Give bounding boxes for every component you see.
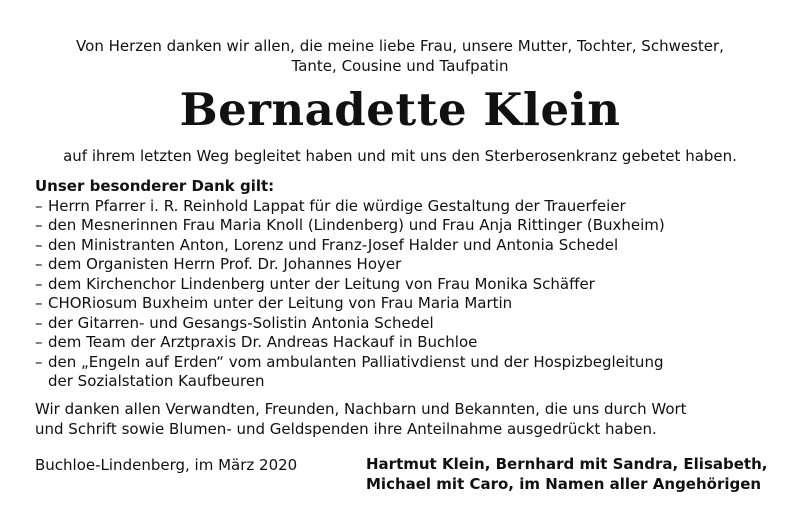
thanks-item-text: den „Engeln auf Erden“ vom ambulanten Palliativdienst und der Hospizbegleitung — [48, 352, 664, 371]
thanks-list-item — [35, 275, 775, 295]
list-dash: – — [35, 255, 43, 273]
list-dash: – — [35, 352, 43, 371]
list-dash: – — [35, 333, 43, 351]
closing-text — [35, 400, 775, 439]
closing-line: und Schrift sowie Blumen- und Geldspenden ihre Anteilnahme ausgedrückt haben. — [35, 419, 657, 438]
intro-text — [0, 36, 800, 76]
list-dash: – — [35, 196, 43, 215]
thanks-list-item — [35, 372, 775, 392]
list-dash: – — [35, 274, 43, 293]
list-dash: – — [35, 235, 43, 254]
thanks-list-item — [35, 333, 775, 353]
special-thanks-list — [35, 197, 775, 392]
closing-line: Wir danken allen Verwandten, Freunden, Nachbarn und Bekannten, die uns durch Wort — [35, 400, 687, 418]
list-dash: – — [35, 313, 43, 332]
thanks-item-text: dem Organisten Herrn Prof. Dr. Johannes Hoyer — [48, 255, 402, 273]
thanks-item-text: der Sozialstation Kaufbeuren — [48, 372, 265, 390]
thanks-list-item — [35, 197, 775, 217]
special-thanks-section — [35, 177, 775, 392]
intro-line: Tante, Cousine und Taufpatin — [291, 57, 509, 75]
thanks-item-text: den Ministranten Anton, Lorenz und Franz-Josef Halder und Antonia Schedel — [48, 235, 619, 254]
thanks-list-item — [35, 353, 775, 373]
special-thanks-heading: Unser besonderer Dank gilt: — [35, 177, 275, 195]
thanks-list-item — [35, 236, 775, 256]
thanks-item-text: der Gitarren- und Gesangs-Solistin Antonia Schedel — [48, 313, 434, 332]
escort-line: auf ihrem letzten Weg begleitet haben und mit uns den Sterberosenkranz gebetet haben. — [63, 147, 737, 165]
place-and-date: Buchloe-Lindenberg, im März 2020 — [35, 456, 298, 474]
thanks-list-item — [35, 216, 775, 236]
thanks-list-item — [35, 255, 775, 275]
list-dash: – — [35, 294, 43, 312]
signers-line: Michael mit Caro, im Namen aller Angehörigen — [366, 474, 762, 493]
deceased-name: Bernadette Klein — [179, 83, 621, 136]
thanks-list-item — [35, 314, 775, 334]
signers-line: Hartmut Klein, Bernhard mit Sandra, Elisabeth, — [366, 455, 768, 473]
thanks-list-item — [35, 294, 775, 314]
thanks-item-text: den Mesnerinnen Frau Maria Knoll (Lindenberg) und Frau Anja Rittinger (Buxheim) — [48, 216, 665, 234]
thanks-item-text: Herrn Pfarrer i. R. Reinhold Lappat für die würdige Gestaltung der Trauerfeier — [48, 196, 626, 215]
list-dash: – — [35, 216, 43, 234]
thanks-item-text: dem Kirchenchor Lindenberg unter der Leitung von Frau Monika Schäffer — [48, 274, 595, 293]
thanks-item-text: dem Team der Arztpraxis Dr. Andreas Hackauf in Buchloe — [48, 333, 478, 351]
thanks-item-text: CHORiosum Buxheim unter der Leitung von Frau Maria Martin — [48, 294, 513, 312]
intro-line: Von Herzen danken wir allen, die meine liebe Frau, unsere Mutter, Tochter, Schwester, — [76, 37, 724, 55]
signers — [366, 455, 767, 494]
